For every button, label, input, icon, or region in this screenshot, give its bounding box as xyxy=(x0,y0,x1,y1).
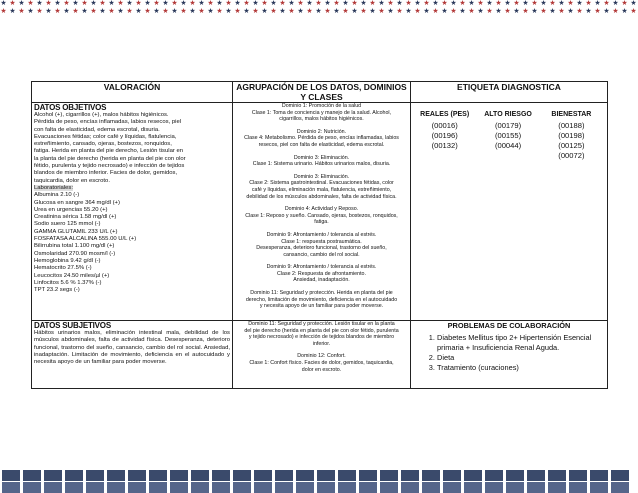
star-decoration: ★ xyxy=(162,8,169,15)
grouping-line: Clase 1: Confort físico. Facies de dolor, gemidos, taquicardia, xyxy=(249,359,394,366)
star-decoration: ★ xyxy=(405,8,412,15)
block-decoration xyxy=(359,470,377,481)
star-decoration: ★ xyxy=(621,0,628,7)
star-decoration: ★ xyxy=(0,8,7,15)
star-decoration: ★ xyxy=(549,0,556,7)
star-decoration: ★ xyxy=(180,0,187,7)
star-decoration: ★ xyxy=(423,0,430,7)
star-decoration: ★ xyxy=(243,8,250,15)
star-decoration: ★ xyxy=(504,8,511,15)
star-decoration: ★ xyxy=(153,0,160,7)
lab-line: TPT 23.2 segs (-) xyxy=(34,287,80,294)
code: (00072) xyxy=(558,151,585,160)
star-decoration: ★ xyxy=(630,8,637,15)
star-decoration: ★ xyxy=(468,0,475,7)
care-plan-table xyxy=(31,81,608,389)
star-decoration: ★ xyxy=(351,0,358,7)
star-decoration: ★ xyxy=(279,0,286,7)
star-decoration: ★ xyxy=(630,0,637,7)
star-decoration: ★ xyxy=(594,0,601,7)
grouping-line: Ansiedad, inadaptación. xyxy=(293,277,350,284)
block-decoration xyxy=(86,470,104,481)
grouping-line: Dominio 12: Confort. xyxy=(297,353,346,360)
objective-data-cell xyxy=(32,103,233,321)
star-decoration: ★ xyxy=(360,8,367,15)
block-decoration xyxy=(296,470,314,481)
star-decoration: ★ xyxy=(558,8,565,15)
star-decoration: ★ xyxy=(531,0,538,7)
star-decoration: ★ xyxy=(126,8,133,15)
objective-line: fétido, purulenta y tejido necrosado) e infección de tejidos xyxy=(34,163,185,170)
lab-line: Osmolaridad 270.90 mosm/l (-) xyxy=(34,250,116,257)
star-decoration: ★ xyxy=(234,8,241,15)
diagnostic-codes xyxy=(413,121,605,161)
star-decoration: ★ xyxy=(360,0,367,7)
star-decoration: ★ xyxy=(405,0,412,7)
grouping-top-cell xyxy=(233,103,411,321)
grouping-line: debilidad de los músculos abdominales, falta de actividad física. xyxy=(246,193,397,200)
star-decoration: ★ xyxy=(378,8,385,15)
block-decoration xyxy=(23,470,41,481)
star-decoration: ★ xyxy=(54,8,61,15)
star-decoration: ★ xyxy=(585,8,592,15)
grouping-line: Dominio 3: Eliminación. xyxy=(293,154,350,161)
star-decoration: ★ xyxy=(108,8,115,15)
grouping-line: Dominio 3: Eliminación. xyxy=(293,173,350,180)
grouping-line: Dominio 9: Afrontamiento / tolerancia al estrés. xyxy=(266,231,377,238)
star-decoration: ★ xyxy=(99,8,106,15)
grouping-line: Dominio 2: Nutrición. xyxy=(296,128,347,135)
bienestar-codes xyxy=(540,121,603,161)
block-decoration xyxy=(44,470,62,481)
star-decoration: ★ xyxy=(99,0,106,7)
star-decoration: ★ xyxy=(540,8,547,15)
block-decoration xyxy=(107,470,125,481)
star-decoration: ★ xyxy=(90,0,97,7)
block-decoration xyxy=(2,470,20,481)
star-decoration: ★ xyxy=(576,8,583,15)
code: (00196) xyxy=(431,131,458,140)
star-decoration: ★ xyxy=(513,8,520,15)
star-decoration: ★ xyxy=(279,8,286,15)
block-decoration xyxy=(422,482,440,493)
lab-line: Urea en urgencias 55.20 (+) xyxy=(34,206,108,213)
star-decoration: ★ xyxy=(36,8,43,15)
objective-line: fatiga. Herida en planta del pie derecho, Lesión tisular en xyxy=(34,148,184,155)
star-decoration: ★ xyxy=(531,8,538,15)
star-decoration: ★ xyxy=(450,8,457,15)
block-decoration xyxy=(44,482,62,493)
grouping-line: café y líquidas, eliminación mala, flatulencia, estreñimiento, xyxy=(251,186,392,193)
objective-line: Alcohol (+), cigarrillos (+), malos hábitos higiénicos. xyxy=(34,112,169,118)
star-decoration: ★ xyxy=(36,0,43,7)
star-decoration: ★ xyxy=(171,0,178,7)
star-decoration: ★ xyxy=(306,0,313,7)
subjective-data-cell xyxy=(32,321,233,389)
star-decoration: ★ xyxy=(72,0,79,7)
star-decoration: ★ xyxy=(567,8,574,15)
grouping-line: cigarrillos, malos hábitos higiénicos. xyxy=(279,116,364,123)
grouping-line: Clase 1: Toma de conciencia y manejo de la salud. Alcohol, xyxy=(251,109,392,116)
block-decoration xyxy=(464,482,482,493)
star-decoration: ★ xyxy=(522,8,529,15)
diagnostic-labels-cell xyxy=(411,103,608,321)
star-decoration: ★ xyxy=(324,8,331,15)
block-decoration xyxy=(212,482,230,493)
block-decoration xyxy=(275,482,293,493)
block-decoration xyxy=(422,470,440,481)
code: (00179) xyxy=(494,121,522,130)
star-decoration: ★ xyxy=(18,0,25,7)
star-decoration: ★ xyxy=(369,8,376,15)
star-decoration: ★ xyxy=(504,0,511,7)
objective-line: blandos de miembro inferior. Facies de dolor, gemidos, xyxy=(34,170,178,177)
star-decoration: ★ xyxy=(423,8,430,15)
star-decoration: ★ xyxy=(441,8,448,15)
block-decoration xyxy=(443,470,461,481)
block-decoration xyxy=(128,470,146,481)
star-decoration: ★ xyxy=(225,0,232,7)
objective-line: Pérdida de peso, encías inflamadas, labios resecos, piel xyxy=(34,119,182,126)
star-decoration: ★ xyxy=(342,8,349,15)
star-decoration: ★ xyxy=(396,0,403,7)
block-decoration xyxy=(296,482,314,493)
star-decoration: ★ xyxy=(135,0,142,7)
star-decoration: ★ xyxy=(198,8,205,15)
star-decoration: ★ xyxy=(180,8,187,15)
star-decoration: ★ xyxy=(576,0,583,7)
star-decoration: ★ xyxy=(459,0,466,7)
star-decoration: ★ xyxy=(153,8,160,15)
star-decoration: ★ xyxy=(63,0,70,7)
star-decoration: ★ xyxy=(387,8,394,15)
lab-line: Hemoglobina 9.42 g/dl (-) xyxy=(34,257,101,264)
star-decoration: ★ xyxy=(45,0,52,7)
star-decoration: ★ xyxy=(234,0,241,7)
block-decoration xyxy=(527,470,545,481)
grouping-line: Desesperanza, deterioro funcional, trastorno del sueño, xyxy=(256,245,387,252)
block-decoration xyxy=(233,470,251,481)
code: (00016) xyxy=(431,121,458,130)
star-border-top xyxy=(0,0,638,16)
block-decoration xyxy=(128,482,146,493)
block-decoration xyxy=(338,482,356,493)
star-decoration: ★ xyxy=(225,8,232,15)
grouping-line: y necesita apoyo de un familiar para poder moverse. xyxy=(259,303,384,310)
lab-line: Hematocrito 27.5% (-) xyxy=(34,265,92,272)
grouping-line: Clase 1: Reposo y sueño. Cansado, ojeras, bostezos, ronquidos, xyxy=(245,212,398,219)
star-decoration: ★ xyxy=(432,8,439,15)
star-decoration: ★ xyxy=(270,8,277,15)
block-decoration xyxy=(590,482,608,493)
star-decoration: ★ xyxy=(288,8,295,15)
star-decoration: ★ xyxy=(414,0,421,7)
reales-codes xyxy=(413,121,476,151)
star-decoration: ★ xyxy=(450,0,457,7)
problem-item: 1. Diabetes Mellitus tipo 2+ Hipertensión Esencial primaria + Insuficiencia Renal Aguda. xyxy=(437,333,605,353)
block-decoration xyxy=(527,482,545,493)
grouping-line: del pie derecho (herida en planta del pie con olor fétido, purulenta xyxy=(244,327,399,334)
star-decoration: ★ xyxy=(495,0,502,7)
collaboration-problems-list xyxy=(413,333,605,373)
star-decoration: ★ xyxy=(396,8,403,15)
star-decoration: ★ xyxy=(18,8,25,15)
grouping-line: Clase 1: respuesta postraumática. xyxy=(281,238,362,245)
star-decoration: ★ xyxy=(603,0,610,7)
code: (00044) xyxy=(494,141,522,150)
star-decoration: ★ xyxy=(198,0,205,7)
star-decoration: ★ xyxy=(468,8,475,15)
star-decoration: ★ xyxy=(261,8,268,15)
grouping-line: y tejido necrosado) e infección de tejidos blandos de miembro xyxy=(248,334,395,341)
objective-line: Evacuaciones fétidas; color café y líquidas, flatulencia, xyxy=(34,133,177,140)
block-decoration xyxy=(611,470,629,481)
star-decoration: ★ xyxy=(459,8,466,15)
block-decoration xyxy=(380,482,398,493)
block-decoration xyxy=(23,482,41,493)
star-decoration: ★ xyxy=(207,8,214,15)
block-decoration xyxy=(191,482,209,493)
star-decoration: ★ xyxy=(90,8,97,15)
star-decoration: ★ xyxy=(171,8,178,15)
block-decoration xyxy=(107,482,125,493)
star-decoration: ★ xyxy=(603,8,610,15)
code: (00125) xyxy=(558,141,585,150)
star-decoration: ★ xyxy=(288,0,295,7)
lab-title: Laboratoriales: xyxy=(34,184,73,191)
block-decoration xyxy=(254,482,272,493)
grouping-line: Dominio 9: Afrontamiento / tolerancia al estrés. xyxy=(266,264,377,271)
code: (00198) xyxy=(558,131,585,140)
star-decoration: ★ xyxy=(261,0,268,7)
objective-line: estreñimiento, cansado, ojeras, bostezos, ronquidos, xyxy=(34,141,172,148)
objective-line: taquicardia, dolor en escroto. xyxy=(34,177,110,184)
col-alto-riesgo: ALTO RIESGO xyxy=(484,111,532,118)
star-decoration: ★ xyxy=(0,0,7,7)
star-decoration: ★ xyxy=(387,0,394,7)
block-decoration xyxy=(611,482,629,493)
star-decoration: ★ xyxy=(333,0,340,7)
header-agrupacion: AGRUPACIÓN DE LOS DATOS, DOMINIOS Y CLASES xyxy=(233,82,411,103)
star-decoration: ★ xyxy=(351,8,358,15)
block-decoration xyxy=(149,470,167,481)
lab-line: Creatinina sérica 1.58 mg/dl (+) xyxy=(34,214,117,221)
grouping-line: Dominio 11: Seguridad y protección. Lesión tisular en la planta xyxy=(248,321,395,327)
star-decoration: ★ xyxy=(252,8,259,15)
star-decoration: ★ xyxy=(414,8,421,15)
block-decoration xyxy=(212,470,230,481)
star-decoration: ★ xyxy=(522,0,529,7)
star-decoration: ★ xyxy=(441,0,448,7)
star-decoration: ★ xyxy=(81,0,88,7)
grouping-line: Clase 1: Sistema urinario. Hábitos urinarios malos, disuria. xyxy=(252,161,391,168)
star-decoration: ★ xyxy=(315,8,322,15)
star-decoration: ★ xyxy=(9,0,16,7)
star-decoration: ★ xyxy=(27,8,34,15)
code: (00188) xyxy=(558,121,585,130)
block-decoration xyxy=(65,470,83,481)
star-decoration: ★ xyxy=(207,0,214,7)
star-decoration: ★ xyxy=(612,0,619,7)
lab-line: Sodio suero 125 mmol (-) xyxy=(34,221,101,228)
objective-data-title: DATOS OBJETIVOS xyxy=(34,103,107,112)
star-decoration: ★ xyxy=(621,8,628,15)
block-decoration xyxy=(548,482,566,493)
block-decoration xyxy=(170,470,188,481)
objective-line: con falta de elasticidad, edema escrotal, disuria. xyxy=(34,126,160,133)
grouping-bottom-text xyxy=(235,321,408,373)
star-decoration: ★ xyxy=(72,8,79,15)
block-decoration xyxy=(191,470,209,481)
lab-line: GAMMA GLUTAMIL 233 U/L (+) xyxy=(34,228,118,235)
grouping-line: derecho, limitación de movimiento, deficiencia en el autocuidado xyxy=(245,296,398,303)
star-decoration: ★ xyxy=(54,0,61,7)
grouping-line: Clase 2: Respuesta de afrontamiento. xyxy=(277,270,366,277)
star-decoration: ★ xyxy=(567,0,574,7)
block-decoration xyxy=(254,470,272,481)
star-decoration: ★ xyxy=(45,8,52,15)
objective-line: la planta del pie derecho (herida en planta del pie con olor xyxy=(34,155,186,162)
star-decoration: ★ xyxy=(306,8,313,15)
star-decoration: ★ xyxy=(477,0,484,7)
lab-line: Bilirrubina total 1.100 mg/dl (+) xyxy=(34,243,115,250)
header-etiqueta: ETIQUETA DIAGNOSTICA xyxy=(411,82,608,103)
block-decoration xyxy=(2,482,20,493)
block-decoration xyxy=(338,470,356,481)
block-decoration xyxy=(65,482,83,493)
block-decoration xyxy=(401,482,419,493)
grouping-line: dolor en escroto. xyxy=(301,366,342,373)
star-decoration: ★ xyxy=(144,0,151,7)
block-decoration xyxy=(317,470,335,481)
star-decoration: ★ xyxy=(297,8,304,15)
lab-line: Leucocitos 24.50 miles/µl (+) xyxy=(34,272,110,279)
problem-item: 3. Tratamiento (curaciones) xyxy=(437,363,605,373)
star-decoration: ★ xyxy=(126,0,133,7)
star-decoration: ★ xyxy=(243,0,250,7)
star-decoration: ★ xyxy=(333,8,340,15)
block-decoration xyxy=(149,482,167,493)
code: (00132) xyxy=(431,141,458,150)
block-decoration xyxy=(233,482,251,493)
star-decoration: ★ xyxy=(216,8,223,15)
star-decoration: ★ xyxy=(297,0,304,7)
star-decoration: ★ xyxy=(612,8,619,15)
star-decoration: ★ xyxy=(558,0,565,7)
star-decoration: ★ xyxy=(189,8,196,15)
subjective-data-title: DATOS SUBJETIVOS xyxy=(34,321,111,330)
star-decoration: ★ xyxy=(477,8,484,15)
grouping-line: Clase 4: Metabolismo. Pérdida de peso, encías inflamadas, labios xyxy=(244,135,399,142)
grouping-line: resecos, piel con falta de elasticidad, edema escrotal. xyxy=(258,141,385,148)
block-decoration xyxy=(86,482,104,493)
block-decoration xyxy=(485,482,503,493)
grouping-line: inferior. xyxy=(312,340,331,347)
star-decoration: ★ xyxy=(369,0,376,7)
star-decoration: ★ xyxy=(144,8,151,15)
block-decoration xyxy=(380,470,398,481)
star-decoration: ★ xyxy=(378,0,385,7)
block-decoration xyxy=(506,470,524,481)
lab-line: Albumina 2.10 (-) xyxy=(34,192,80,199)
star-decoration: ★ xyxy=(540,0,547,7)
star-decoration: ★ xyxy=(189,0,196,7)
star-decoration: ★ xyxy=(252,0,259,7)
star-decoration: ★ xyxy=(162,0,169,7)
lab-line: Linfocitos 5.6 % 1.37% (-) xyxy=(34,279,102,286)
grouping-line: fatiga. xyxy=(314,219,329,226)
star-decoration: ★ xyxy=(63,8,70,15)
star-decoration: ★ xyxy=(9,8,16,15)
block-decoration xyxy=(401,470,419,481)
star-decoration: ★ xyxy=(594,8,601,15)
star-decoration: ★ xyxy=(108,0,115,7)
star-decoration: ★ xyxy=(216,0,223,7)
block-decoration xyxy=(317,482,335,493)
block-decoration xyxy=(443,482,461,493)
subjective-data-text: Hábitos urinarios malos, eliminación intestinal mala, debilidad de los músculos abdominales, falta de actividad física. Desesperanza, deterioro funcional, trastorno del sueño, cansancio, cambio del rol social. Ansiedad, inadaptación. Limitación de movimiento, deficiencia en el autocuidado y necesita apoyo de un familiar para poder moverse. xyxy=(34,330,230,366)
block-decoration xyxy=(590,470,608,481)
star-decoration: ★ xyxy=(513,0,520,7)
star-decoration: ★ xyxy=(81,8,88,15)
star-decoration: ★ xyxy=(270,0,277,7)
lab-line: FOSFATASA ALCALINA 555.00 U/L (+) xyxy=(34,236,137,243)
grouping-line: Dominio 1: Promoción de la salud xyxy=(281,103,362,109)
problem-item: 2. Dieta xyxy=(437,353,605,363)
header-valoracion: VALORACIÓN xyxy=(32,82,233,103)
alto-riesgo-codes xyxy=(476,121,539,151)
star-decoration: ★ xyxy=(585,0,592,7)
col-reales: REALES (PES) xyxy=(420,111,470,118)
block-decoration xyxy=(548,470,566,481)
grouping-line: Clase 2: Sistema gastrointestinal. Evacuaciones fétidas, color xyxy=(249,180,394,187)
collaboration-problems-title: PROBLEMAS DE COLABORACIÓN xyxy=(447,321,571,330)
star-decoration: ★ xyxy=(117,0,124,7)
col-bienestar: BIENESTAR xyxy=(551,111,592,118)
collaboration-problems-cell xyxy=(411,321,608,389)
star-decoration: ★ xyxy=(486,8,493,15)
block-decoration xyxy=(506,482,524,493)
block-decoration xyxy=(569,482,587,493)
star-decoration: ★ xyxy=(486,0,493,7)
star-decoration: ★ xyxy=(135,8,142,15)
grouping-line: Dominio 4: Actividad y Reposo. xyxy=(284,206,359,213)
star-decoration: ★ xyxy=(315,0,322,7)
grouping-bottom-cell xyxy=(233,321,411,389)
grouping-top-text xyxy=(235,103,408,310)
star-decoration: ★ xyxy=(324,0,331,7)
block-decoration xyxy=(569,470,587,481)
star-decoration: ★ xyxy=(342,0,349,7)
star-decoration: ★ xyxy=(27,0,34,7)
star-decoration: ★ xyxy=(495,8,502,15)
block-decoration xyxy=(464,470,482,481)
block-border-bottom xyxy=(0,470,638,493)
lab-line: Glucosa en sangre 364 mg/dl (+) xyxy=(34,199,120,206)
star-decoration: ★ xyxy=(549,8,556,15)
star-decoration: ★ xyxy=(432,0,439,7)
block-decoration xyxy=(359,482,377,493)
grouping-line: cansancio, cambio del rol social. xyxy=(283,251,360,258)
block-decoration xyxy=(275,470,293,481)
code: (00155) xyxy=(494,131,522,140)
star-decoration: ★ xyxy=(117,8,124,15)
objective-data-text xyxy=(34,112,230,294)
grouping-line: Dominio 11: Seguridad y protección. Herida en planta del pie xyxy=(250,290,393,297)
block-decoration xyxy=(485,470,503,481)
block-decoration xyxy=(170,482,188,493)
